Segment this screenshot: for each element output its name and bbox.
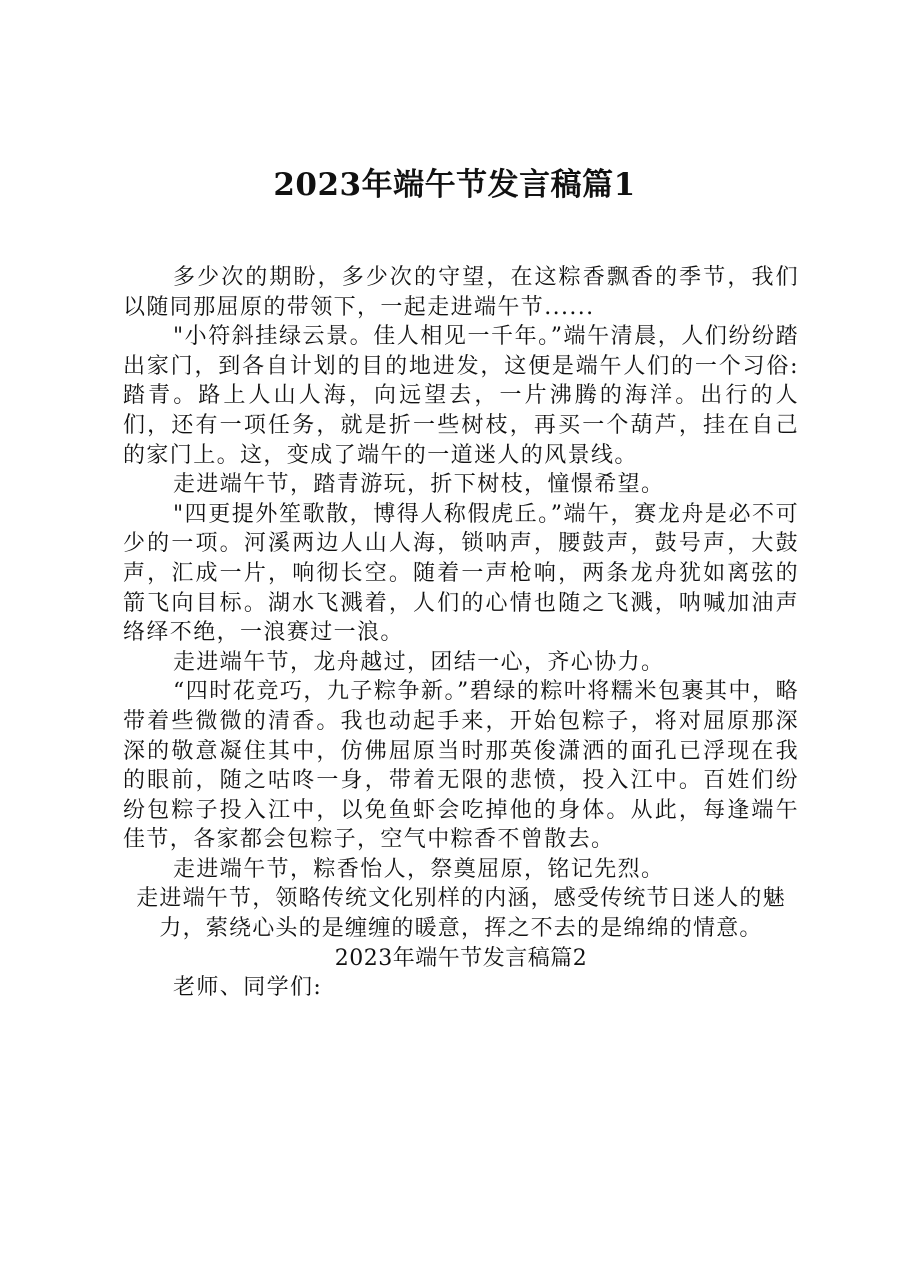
greeting: 老师、同学们: (173, 975, 323, 1001)
paragraph-summary-1: 走进端午节，踏青游玩，折下树枝，憧憬希望。 (173, 472, 665, 498)
paragraph-tasting-green: "小符斜挂绿云景。佳人相见一千年。”端午清晨，人们纷纷踏出家门，到各自计划的目的地进发，这便是端午人们的一个习俗:踏青。路上人山人海，向远望去，一片沸腾的海洋。出行的人们，还有一项任务，就是折一些树枝，再买一个葫芦，挂在自己的家门上。这，变成了端午的一道迷人的风景线。 (123, 324, 799, 468)
document-title: 2023年端午节发言稿篇1 (273, 167, 636, 203)
paragraph-summary-2: 走进端午节，龙舟越过，团结一心，齐心协力。 (173, 649, 665, 675)
paragraph-zongzi: “四时花竞巧，九子粽争新。”碧绿的粽叶将糯米包裹其中，略带着些微微的清香。我也动起手来，开始包粽子，将对屈原那深深的敬意凝住其中，仿佛屈原当时那英俊潇洒的面孔已浮现在我的眼前，随之咕咚一身，带着无限的悲愤，投入江中。百姓们纷纷包粽子投入江中，以免鱼虾会吃掉他的身体。从此，每逢端午佳节，各家都会包粽子，空气中粽香不曾散去。 (123, 679, 799, 853)
paragraph-dragon-boat: "四更提外笙歌散，博得人称假虎丘。”端午，赛龙舟是必不可少的一项。河溪两边人山人海，锁呐声，腰鼓声，鼓号声，大鼓声，汇成一片，响彻长空。随着一声枪响，两条龙舟犹如离弦的箭飞向目标。湖水飞溅着，人们的心情也随之飞溅，呐喊加油声络绎不绝，一浪赛过一浪。 (123, 501, 799, 646)
section-heading-2: 2023年端午节发言稿篇2 (334, 945, 588, 971)
paragraph-summary-3: 走进端午节，粽香怡人，祭奠屈原，铭记先烈。 (173, 856, 665, 882)
paragraph-closing: 走进端午节，领略传统文化别样的内涵，感受传统节日迷人的魅力，萦绕心头的是缠缠的暖意，挥之不去的是绵绵的情意。 (136, 886, 786, 942)
paragraph-intro: 多少次的期盼，多少次的守望，在这粽香飘香的季节，我们以随同那屈原的带领下，一起走进端午节...... (123, 265, 799, 320)
document-body (123, 263, 799, 1003)
